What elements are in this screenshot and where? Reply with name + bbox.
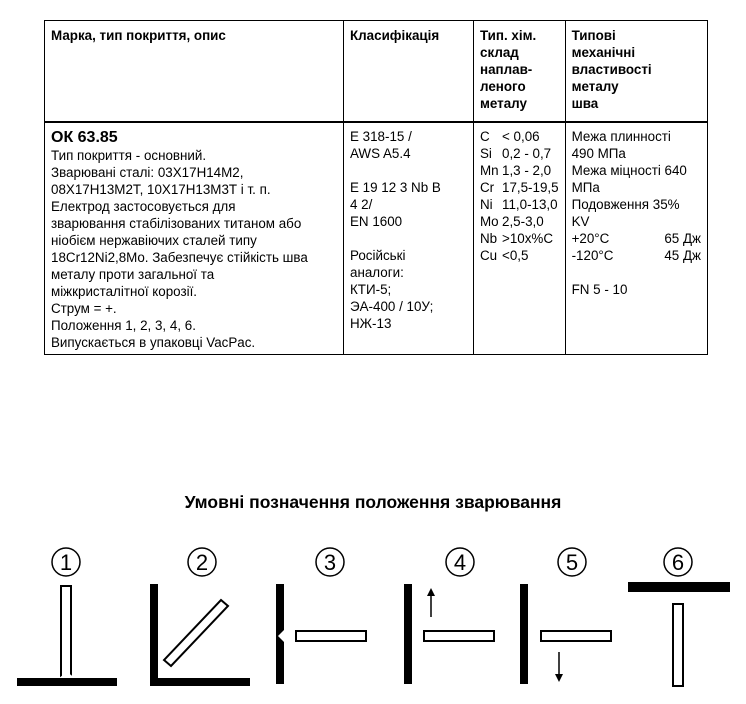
chem-element: C xyxy=(480,129,490,144)
classification-russian: ЭА-400 / 10У; xyxy=(350,299,434,314)
arrow-down-head xyxy=(555,674,563,682)
mech-line: KV xyxy=(571,214,590,229)
kv-temp: +20°C xyxy=(571,231,610,246)
vertical-plate xyxy=(404,584,412,684)
bevel-notch xyxy=(671,592,685,599)
position-number: 5 xyxy=(565,550,579,575)
header-chem-line: металу xyxy=(480,96,527,111)
chem-row xyxy=(480,179,559,196)
chem-element: Nb xyxy=(480,231,498,246)
table-header-row xyxy=(45,21,708,123)
classification-russian: Російські xyxy=(350,248,406,263)
electrode-rect xyxy=(296,631,366,641)
chem-value: 17,5-19,5 xyxy=(502,180,559,195)
chem-value: 0,2 - 0,7 xyxy=(502,146,552,161)
chem-row xyxy=(480,145,559,162)
header-mech-line: шва xyxy=(571,96,599,111)
header-mech-line: Типові xyxy=(571,28,616,43)
chem-element: Mn xyxy=(480,163,499,178)
header-mechanical xyxy=(565,21,707,123)
header-classification: Класифікація xyxy=(344,21,474,123)
position-number: 6 xyxy=(671,550,685,575)
position-2-symbol xyxy=(150,548,250,686)
description-line: Положення 1, 2, 3, 4, 6. xyxy=(51,318,196,333)
position-number: 4 xyxy=(453,550,467,575)
kv-value: 45 Дж xyxy=(664,248,701,263)
position-4-symbol xyxy=(404,548,494,684)
base-plate xyxy=(17,678,117,686)
electrode-rect xyxy=(61,586,71,678)
classification-aws: AWS A5.4 xyxy=(350,146,411,161)
chem-row xyxy=(480,230,559,247)
position-3-symbol xyxy=(276,548,366,684)
description-line: зварювання стабілізованих титаном або xyxy=(51,216,302,231)
vertical-plate xyxy=(150,584,158,686)
electrode-rect xyxy=(424,631,494,641)
chem-element: Si xyxy=(480,146,492,161)
position-number: 1 xyxy=(59,550,73,575)
chemistry-cell xyxy=(474,122,566,355)
horizontal-plate xyxy=(150,678,250,686)
welding-positions-diagram xyxy=(0,530,746,700)
chem-element: Cr xyxy=(480,180,495,195)
positions-title: Умовні позначення положення зварювання xyxy=(184,492,562,512)
kv-temp: -120°C xyxy=(571,248,614,263)
header-chem-line: склад xyxy=(480,45,519,60)
chem-element: Ni xyxy=(480,197,493,212)
kv-row xyxy=(572,247,701,264)
description-cell xyxy=(45,122,344,355)
classification-russian: КТИ-5; xyxy=(350,282,392,297)
position-number: 2 xyxy=(195,550,209,575)
classification-en: 4 2/ xyxy=(350,197,373,212)
position-5-symbol xyxy=(520,548,611,684)
chem-value: 1,3 - 2,0 xyxy=(502,163,552,178)
electrode-rect xyxy=(673,604,683,686)
description-line: Зварювані сталі: 03Х17Н14М2, xyxy=(51,165,244,180)
position-number: 3 xyxy=(323,550,337,575)
mech-line: Межа міцності 640 xyxy=(571,163,687,178)
header-mech-line: металу xyxy=(571,79,619,94)
description-line: Струм = +. xyxy=(51,301,117,316)
chem-value: 11,0-13,0 xyxy=(502,197,558,212)
header-chem-line: наплав- xyxy=(480,62,533,77)
chem-value: <0,5 xyxy=(502,248,529,263)
chem-value: < 0,06 xyxy=(502,129,540,144)
kv-value: 65 Дж xyxy=(664,231,701,246)
description-line: міжкристалітної корозії. xyxy=(51,284,198,299)
classification-cell xyxy=(344,122,474,355)
chem-row xyxy=(480,162,559,179)
position-1-symbol xyxy=(17,548,117,686)
header-mech-line: властивості xyxy=(571,62,652,77)
header-brand: Марка, тип покриття, опис xyxy=(45,21,344,123)
description-line: Випускається в упаковці VacPac. xyxy=(51,335,256,350)
chem-value: >10x%C xyxy=(502,231,553,246)
table-data-row xyxy=(45,122,708,355)
description-line: ніобієм нержавіючих сталей типу xyxy=(51,233,257,248)
mech-line: Подовження 35% xyxy=(571,197,680,212)
chem-row xyxy=(480,196,559,213)
electrode-brand: ОК 63.85 xyxy=(51,129,118,146)
description-line: Тип покриття - основний. xyxy=(51,148,207,163)
electrode-spec-table xyxy=(44,20,708,355)
header-mech-line: механічні xyxy=(571,45,636,60)
description-line: 18Cr12Ni2,8Mo. Забезпечує стійкість шва xyxy=(51,250,308,265)
electrode-rect xyxy=(541,631,611,641)
chem-row xyxy=(480,213,559,230)
position-6-symbol xyxy=(628,548,730,686)
header-chem-line: Тип. хім. xyxy=(480,28,537,43)
classification-en: E 19 12 3 Nb B xyxy=(350,180,441,195)
mech-line: МПа xyxy=(571,180,600,195)
chem-value: 2,5-3,0 xyxy=(502,214,544,229)
description-line: 08Х17Н13М2Т, 10Х17Н13М3Т і т. п. xyxy=(51,182,271,197)
mechanical-cell xyxy=(565,122,707,355)
overhead-plate xyxy=(628,582,730,592)
chem-element: Mo xyxy=(480,214,499,229)
ferrite-number: FN 5 - 10 xyxy=(571,282,628,297)
classification-aws: E 318-15 / xyxy=(350,129,412,144)
classification-russian: аналоги: xyxy=(350,265,404,280)
classification-russian: НЖ-13 xyxy=(350,316,392,331)
classification-en: EN 1600 xyxy=(350,214,403,229)
chem-row xyxy=(480,128,559,145)
electrode-rect xyxy=(164,600,228,666)
chem-row xyxy=(480,247,559,264)
description-line: металу проти загальної та xyxy=(51,267,215,282)
header-chem-line: леного xyxy=(480,79,526,94)
kv-row xyxy=(572,230,701,247)
description-line: Електрод застосовується для xyxy=(51,199,236,214)
mech-line: 490 МПа xyxy=(571,146,626,161)
vertical-plate xyxy=(520,584,528,684)
header-chemistry xyxy=(474,21,566,123)
chem-element: Cu xyxy=(480,248,498,263)
mech-line: Межа плинності xyxy=(571,129,671,144)
arrow-up-head xyxy=(427,588,435,596)
